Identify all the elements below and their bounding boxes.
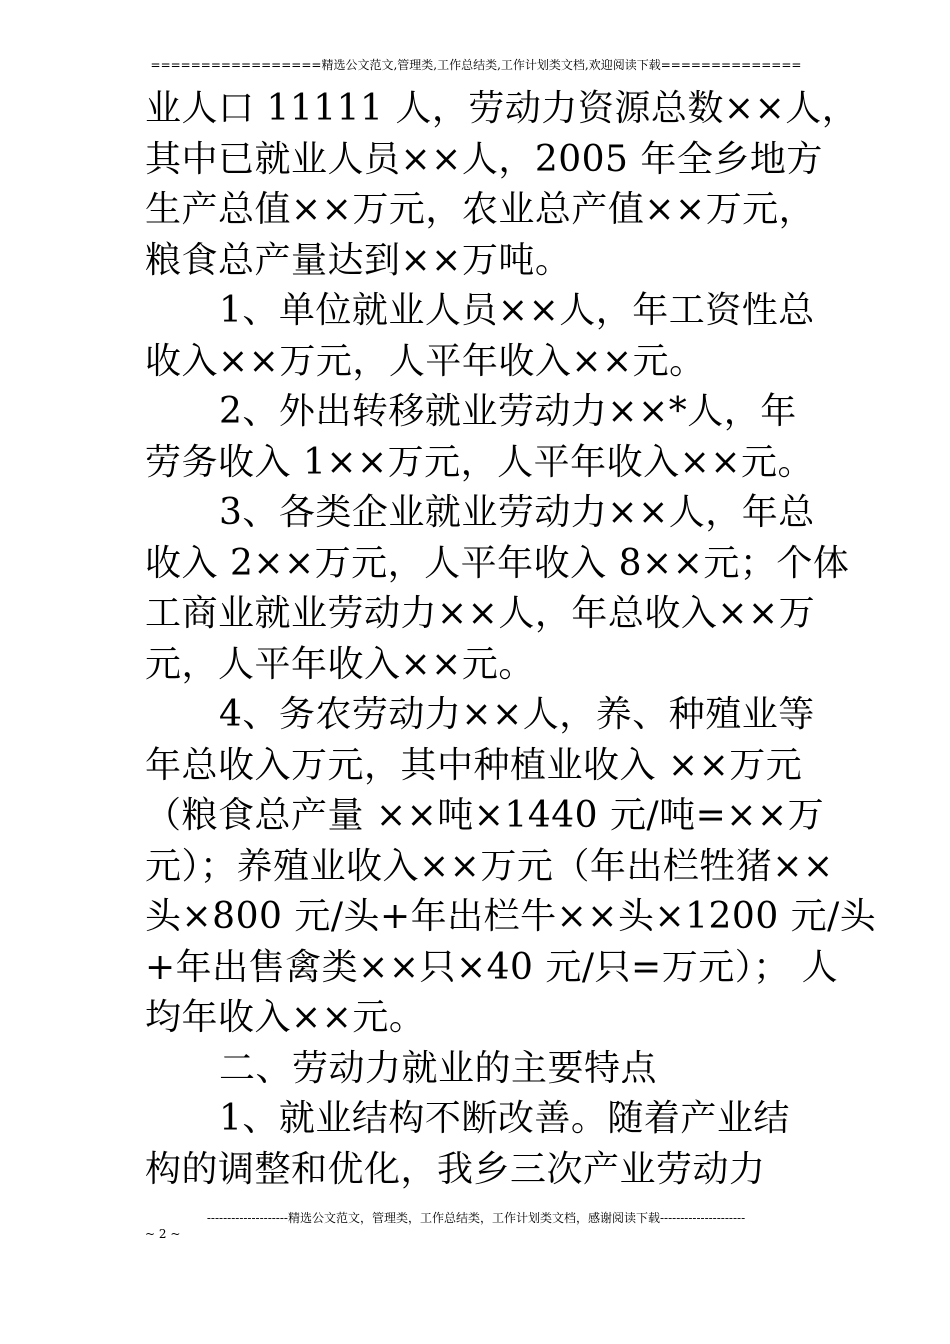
text-line: 3、各类企业就业劳动力××人，年总 <box>219 492 815 533</box>
text-line: 其中已就业人员××人，2005 年全乡地方 <box>145 138 823 180</box>
text-line: 劳务收入 1××万元，人平年收入××元。 <box>145 441 815 483</box>
document-body <box>145 84 877 1195</box>
text-line: 二、劳动力就业的主要特点 <box>219 1047 658 1089</box>
text-line: 元，人平年收入××元。 <box>145 643 535 685</box>
text-line: 业人口 11111 人，劳动力资源总数××人， <box>145 88 859 129</box>
text-line: 4、务农劳动力××人，养、种殖业等 <box>219 694 815 735</box>
text-line: 2、外出转移就业劳动力××*人，年 <box>219 391 797 432</box>
text-line: 收入 2××万元，人平年收入 8××元；个体 <box>145 542 850 584</box>
text-line: 年总收入万元，其中种植业收入 ××万元 <box>145 744 803 786</box>
page-number: ~ 2 ~ <box>145 1227 181 1241</box>
text-line: 生产总值××万元，农业总产值××万元， <box>145 189 816 230</box>
text-line: 构的调整和优化，我乡三次产业劳动力 <box>145 1148 766 1190</box>
text-line: +年出售禽类××只×40 元/只=万元）； 人 <box>145 946 839 988</box>
text-line: 1、单位就业人员××人，年工资性总 <box>219 290 815 331</box>
text-line: 工商业就业劳动力××人，年总收入××万 <box>145 593 816 634</box>
text-line: 均年收入××元。 <box>145 997 426 1038</box>
text-line: 头×800 元/头+年出栏牛××头×1200 元/头 <box>145 896 877 937</box>
footer-banner: --------------------精选公文范文，管理类，工作总结类，工作计划类文档，感谢阅读下载--------------------- <box>206 1211 746 1225</box>
text-line: （粮食总产量 ××吨×1440 元/吨=××万 <box>145 795 825 836</box>
text-line: 1、就业结构不断改善。随着产业结 <box>219 1098 790 1139</box>
text-line: 元）；养殖业收入××万元（年出栏牲猪×× <box>145 845 834 887</box>
header-banner: =================精选公文范文,管理类,工作总结类,工作计划类文档,欢迎阅读下载============== <box>150 58 802 72</box>
text-line: 粮食总产量达到××万吨。 <box>145 239 572 281</box>
text-line: 收入××万元，人平年收入××元。 <box>145 340 706 382</box>
